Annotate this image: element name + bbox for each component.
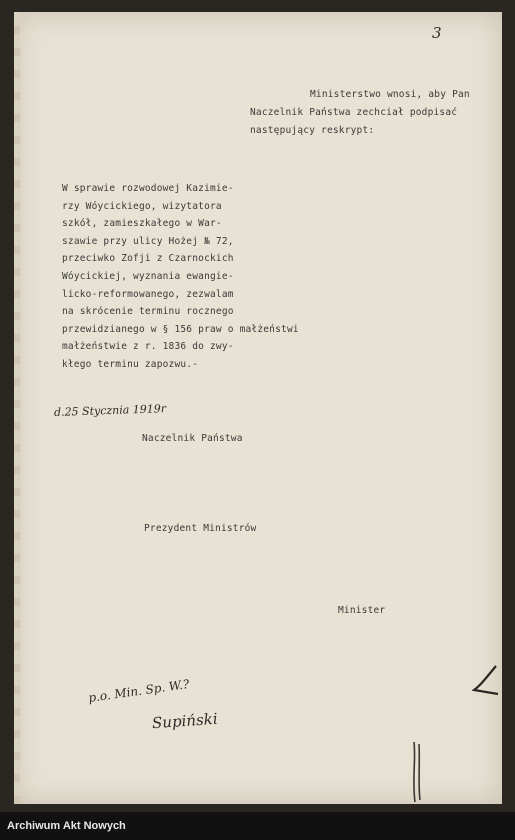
handwritten-note: p.o. Min. Sp. W.? bbox=[87, 676, 191, 706]
signature-naczelnik: Naczelnik Państwa bbox=[142, 433, 243, 444]
body-line: przeciwko Zofji z Czarnockich bbox=[62, 253, 234, 265]
pencil-mark bbox=[406, 740, 430, 804]
archive-label: Archiwum Akt Nowych bbox=[7, 820, 126, 832]
corner-tear-mark bbox=[472, 662, 502, 702]
handwritten-signature: Supiński bbox=[151, 709, 219, 733]
signature-prezydent: Prezydent Ministrów bbox=[144, 523, 257, 534]
body-line: przewidzianego w § 156 praw o małżeństwi bbox=[62, 323, 299, 335]
signature-minister: Minister bbox=[338, 605, 386, 616]
body-line: małżeństwie z r. 1836 do zwy- bbox=[62, 341, 234, 353]
body-line: szkół, zamieszkałego w War- bbox=[62, 218, 222, 230]
header-line-2: Naczelnik Państwa zechciał podpisać bbox=[250, 107, 458, 118]
body-line: licko-reformowanego, zezwalam bbox=[62, 288, 234, 300]
body-line: W sprawie rozwodowej Kazimie- bbox=[62, 183, 234, 194]
handwritten-date: d.25 Stycznia 1919r bbox=[53, 402, 167, 419]
document-page bbox=[14, 12, 502, 804]
body-line: szawie przy ulicy Hożej № 72, bbox=[62, 235, 234, 247]
page-number: 3 bbox=[432, 24, 442, 42]
header-line-3: następujący reskrypt: bbox=[250, 125, 375, 136]
body-line: kłego terminu zapozwu.- bbox=[62, 359, 199, 370]
body-line: Wóycickiej, wyznania ewangie- bbox=[62, 271, 234, 282]
body-line: na skrócenie terminu rocznego bbox=[62, 306, 234, 318]
header-line-1: Ministerstwo wnosi, aby Pan bbox=[310, 89, 470, 100]
body-line: rzy Wóycickiego, wizytatora bbox=[62, 200, 222, 212]
archive-footer bbox=[0, 812, 515, 840]
